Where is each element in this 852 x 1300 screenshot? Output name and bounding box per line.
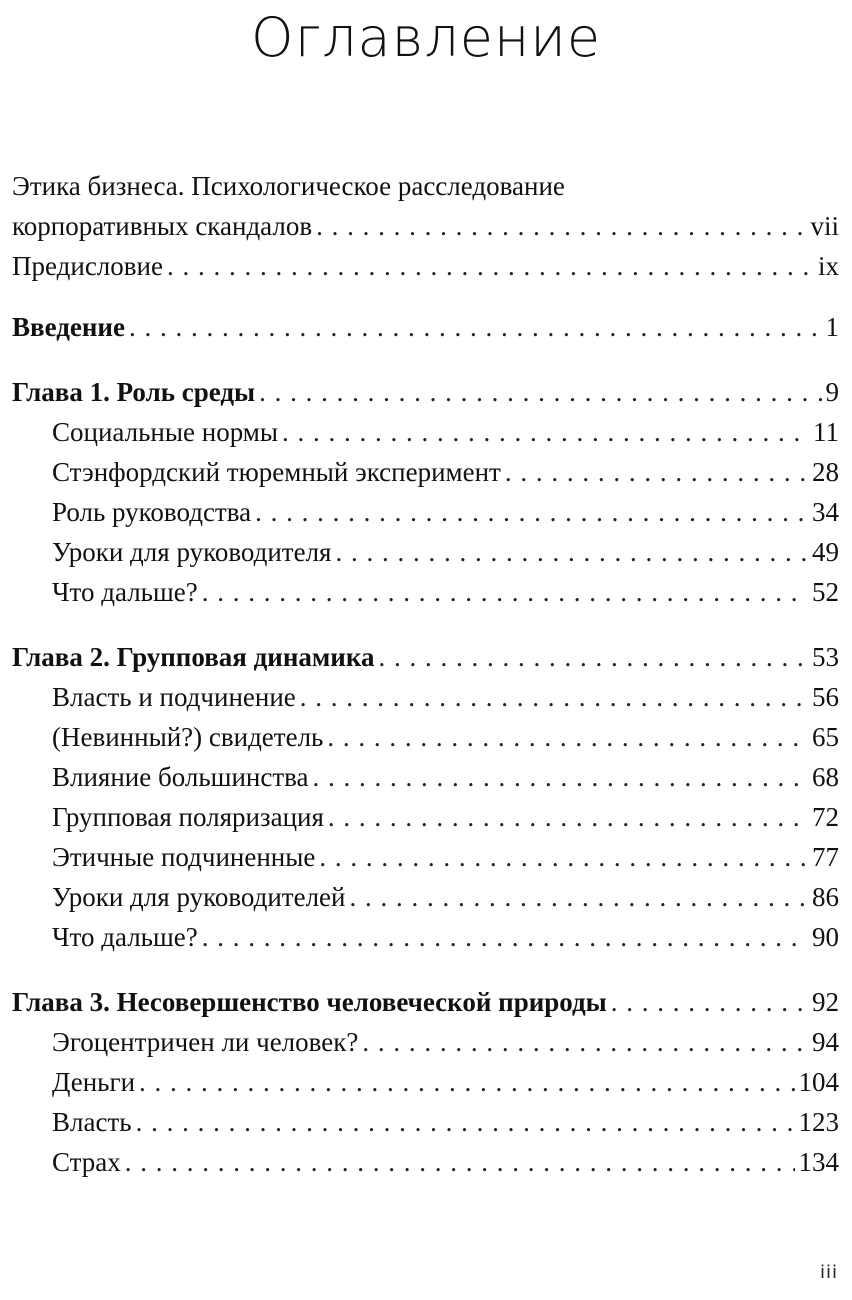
toc-entry-title: Предисловие	[12, 251, 163, 281]
toc-page-number: 34	[812, 497, 839, 527]
toc-section-title: Что дальше?	[52, 577, 198, 607]
toc-section-title: Роль руководства	[52, 497, 252, 527]
dot-leader	[312, 206, 806, 246]
toc-page-number: 123	[798, 1107, 839, 1137]
toc-section[interactable]	[12, 797, 839, 837]
toc-section-title: Этичные подчиненные	[52, 842, 316, 872]
toc-section-title: Социальные нормы	[52, 417, 279, 447]
dot-leader	[358, 1022, 808, 1062]
toc-section[interactable]	[12, 917, 839, 957]
toc-section-title: (Невинный?) свидетель	[52, 722, 324, 752]
toc-page-number: 90	[812, 922, 839, 952]
toc-page-number: vii	[810, 211, 839, 241]
toc-section-title: Уроки для руководителя	[52, 537, 332, 567]
toc-section-title: Власть	[52, 1107, 132, 1137]
dot-leader	[251, 492, 808, 532]
dot-leader	[607, 982, 808, 1022]
dot-leader	[375, 637, 809, 677]
toc-section[interactable]	[12, 492, 839, 532]
toc-page-number: 86	[812, 882, 839, 912]
toc-page-number: 68	[812, 762, 839, 792]
toc-page-number: 52	[812, 577, 839, 607]
dot-leader	[198, 917, 808, 957]
toc-page-number: 94	[812, 1027, 839, 1057]
toc-entry-title-line2: корпоративных скандалов	[12, 211, 313, 241]
toc-entry-title-line1: Этика бизнеса. Психологическое расследование	[12, 171, 565, 201]
toc-section-title: Уроки для руководителей	[52, 882, 346, 912]
page-folio: iii	[819, 1262, 838, 1283]
toc-section-title: Влияние большинства	[52, 762, 309, 792]
dot-leader	[278, 412, 809, 452]
toc-page-number: 9	[825, 377, 839, 407]
toc-section[interactable]	[12, 1062, 839, 1102]
toc-section-title: Эгоцентричен ли человек?	[52, 1027, 359, 1057]
dot-leader	[255, 372, 821, 412]
toc-section[interactable]	[12, 837, 839, 877]
dot-leader	[331, 532, 808, 572]
toc-page-number: 49	[812, 537, 839, 567]
toc-page-number: 28	[812, 457, 839, 487]
dot-leader	[309, 757, 809, 797]
dot-leader	[324, 797, 808, 837]
toc-chapter-3[interactable]	[12, 982, 839, 1022]
toc-section[interactable]	[12, 1102, 839, 1142]
toc-section[interactable]	[12, 757, 839, 797]
toc-section[interactable]	[12, 677, 839, 717]
toc-section[interactable]	[12, 572, 839, 612]
toc-section[interactable]	[12, 717, 839, 757]
toc-section[interactable]	[12, 1022, 839, 1062]
toc-page-number: 134	[798, 1147, 839, 1177]
toc-section[interactable]	[12, 412, 839, 452]
dot-leader	[163, 246, 814, 286]
toc-section-title: Что дальше?	[52, 922, 198, 952]
toc-page-number: 65	[812, 722, 839, 752]
toc-page-number: 92	[812, 987, 839, 1017]
toc-chapter-title: Глава 1. Роль среды	[12, 377, 256, 407]
toc-page-number: 104	[798, 1067, 839, 1097]
dot-leader	[132, 1102, 795, 1142]
dot-leader	[323, 717, 808, 757]
dot-leader	[346, 877, 809, 917]
toc-page-number: 77	[812, 842, 839, 872]
toc-section-title: Власть и подчинение	[52, 682, 296, 712]
toc-entry-preface[interactable]	[12, 246, 839, 286]
dot-leader	[125, 307, 822, 347]
toc-section-title: Страх	[52, 1147, 121, 1177]
toc-chapter-1[interactable]	[12, 372, 839, 412]
toc-chapter-title: Введение	[12, 312, 125, 342]
toc-page-number: ix	[817, 251, 839, 281]
toc-entry-business-ethics[interactable]	[12, 166, 839, 246]
toc-section-title: Стэнфордский тюремный эксперимент	[52, 457, 501, 487]
toc-entry-introduction[interactable]	[12, 307, 839, 347]
toc-chapter-title: Глава 3. Несовершенство человеческой природы	[12, 987, 607, 1017]
toc-page-number: 1	[825, 312, 839, 342]
dot-leader	[135, 1062, 794, 1102]
toc-chapter-title: Глава 2. Групповая динамика	[12, 642, 375, 672]
toc-section[interactable]	[12, 1142, 839, 1182]
toc-page-number: 56	[812, 682, 839, 712]
dot-leader	[296, 677, 808, 717]
dot-leader	[315, 837, 808, 877]
toc-chapter-2[interactable]	[12, 637, 839, 677]
toc-page-number: 53	[812, 642, 839, 672]
toc-section-title: Групповая поляризация	[52, 802, 324, 832]
toc-section[interactable]	[12, 532, 839, 572]
toc-section[interactable]	[12, 877, 839, 917]
toc-section-title: Деньги	[52, 1067, 136, 1097]
dot-leader	[501, 452, 808, 492]
toc-page-number: 11	[813, 417, 839, 447]
dot-leader	[121, 1142, 795, 1182]
dot-leader	[198, 572, 808, 612]
table-of-contents	[12, 166, 839, 1182]
page-title: Оглавление	[250, 6, 602, 69]
toc-page-number: 72	[812, 802, 839, 832]
toc-section[interactable]	[12, 452, 839, 492]
